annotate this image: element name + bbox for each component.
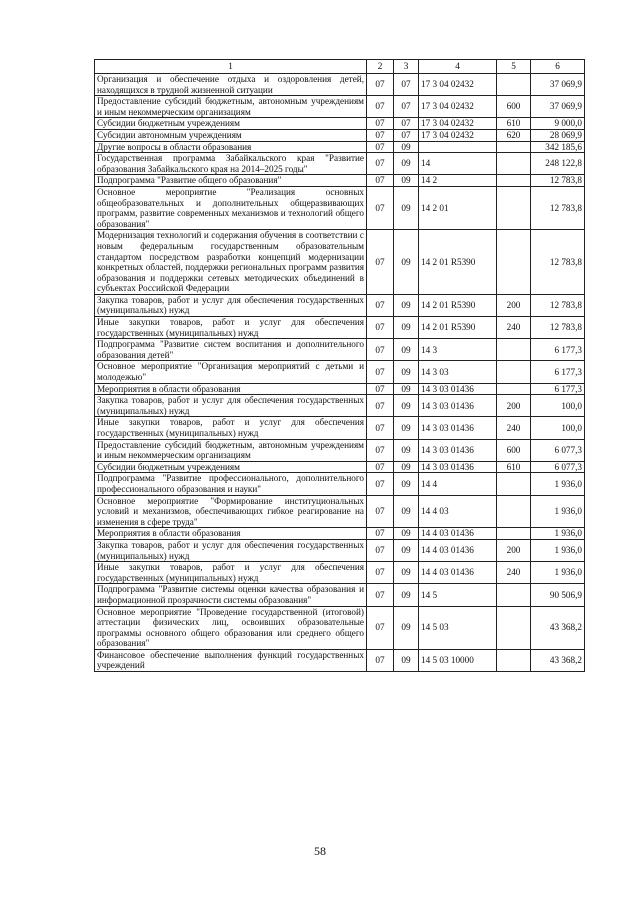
expense-type-code <box>497 74 531 96</box>
col-header: 3 <box>394 60 419 74</box>
item-name: Иные закупки товаров, работ и услуг для обеспечения государственных (муниципальных) нужд <box>95 317 367 339</box>
table-row <box>95 417 585 439</box>
table-row <box>95 649 585 671</box>
target-article-code: 14 4 03 <box>419 495 497 528</box>
expense-type-code <box>497 383 531 395</box>
budget-table <box>94 59 585 672</box>
table-row <box>95 606 585 649</box>
table-row <box>95 562 585 584</box>
amount: 6 177,3 <box>531 339 585 361</box>
header-row <box>95 60 585 74</box>
amount: 6 177,3 <box>531 361 585 383</box>
subsection-code: 07 <box>394 74 419 96</box>
expense-type-code <box>497 495 531 528</box>
subsection-code: 09 <box>394 562 419 584</box>
expense-type-code <box>497 649 531 671</box>
item-name: Подпрограмма "Развитие систем воспитания и дополнительного образования детей" <box>95 339 367 361</box>
item-name: Предоставление субсидий бюджетным, автономным учреждениям и иным некоммерческим организациям <box>95 96 367 118</box>
target-article-code: 14 3 03 01436 <box>419 461 497 473</box>
table-row <box>95 584 585 606</box>
subsection-code: 09 <box>394 417 419 439</box>
target-article-code: 14 3 <box>419 339 497 361</box>
amount: 1 936,0 <box>531 562 585 584</box>
target-article-code: 14 3 03 01436 <box>419 383 497 395</box>
table-row <box>95 175 585 187</box>
subsection-code: 09 <box>394 153 419 175</box>
section-code: 07 <box>367 339 394 361</box>
section-code: 07 <box>367 528 394 540</box>
target-article-code: 14 4 03 01436 <box>419 528 497 540</box>
subsection-code: 09 <box>394 584 419 606</box>
expense-type-code <box>497 175 531 187</box>
table-row <box>95 96 585 118</box>
target-article-code: 17 3 04 02432 <box>419 96 497 118</box>
amount: 9 000,0 <box>531 118 585 130</box>
section-code: 07 <box>367 96 394 118</box>
table-row <box>95 186 585 229</box>
page-number: 58 <box>314 844 326 858</box>
expense-type-code: 240 <box>497 417 531 439</box>
subsection-code: 07 <box>394 129 419 141</box>
subsection-code: 09 <box>394 495 419 528</box>
section-code: 07 <box>367 383 394 395</box>
section-code: 07 <box>367 606 394 649</box>
expense-type-code: 200 <box>497 294 531 316</box>
table-row <box>95 294 585 316</box>
expense-type-code: 610 <box>497 461 531 473</box>
subsection-code: 09 <box>394 539 419 561</box>
amount: 12 783,8 <box>531 186 585 229</box>
expense-type-code <box>497 584 531 606</box>
subsection-code: 09 <box>394 141 419 153</box>
table-row <box>95 461 585 473</box>
subsection-code: 09 <box>394 649 419 671</box>
section-code: 07 <box>367 539 394 561</box>
subsection-code: 09 <box>394 473 419 495</box>
item-name: Организация и обеспечение отдыха и оздоровления детей, находящихся в трудной жизненной ситуации <box>95 74 367 96</box>
section-code: 07 <box>367 584 394 606</box>
section-code: 07 <box>367 562 394 584</box>
amount: 1 936,0 <box>531 528 585 540</box>
amount: 100,0 <box>531 417 585 439</box>
item-name: Основное мероприятие "Формирование институциональных условий и механизмов, обеспечивающих гибкое реагирование на изменения в сфере труда" <box>95 495 367 528</box>
subsection-code: 09 <box>394 361 419 383</box>
section-code: 07 <box>367 473 394 495</box>
target-article-code: 14 <box>419 153 497 175</box>
subsection-code: 09 <box>394 186 419 229</box>
item-name: Модернизация технологий и содержания обучения в соответствии с новым федеральным государственным образовательным стандартом посредством разработки концепций модернизации конкретных областей, поддержки региональных программ развития образования и поддержки сетевых методических объединений в субъектах Российской Федерации <box>95 230 367 295</box>
target-article-code <box>419 141 497 153</box>
amount: 90 506,9 <box>531 584 585 606</box>
item-name: Государственная программа Забайкальского края "Развитие образования Забайкальского края на 2014–2025 годы" <box>95 153 367 175</box>
target-article-code: 14 2 01 R5390 <box>419 294 497 316</box>
target-article-code: 14 4 <box>419 473 497 495</box>
expense-type-code <box>497 186 531 229</box>
target-article-code: 14 3 03 <box>419 361 497 383</box>
amount: 100,0 <box>531 395 585 417</box>
section-code: 07 <box>367 129 394 141</box>
item-name: Мероприятия в области образования <box>95 528 367 540</box>
item-name: Иные закупки товаров, работ и услуг для обеспечения государственных (муниципальных) нужд <box>95 417 367 439</box>
item-name: Субсидии бюджетным учреждениям <box>95 118 367 130</box>
col-header: 4 <box>419 60 497 74</box>
amount: 12 783,8 <box>531 294 585 316</box>
table-row <box>95 395 585 417</box>
subsection-code: 09 <box>394 317 419 339</box>
section-code: 07 <box>367 294 394 316</box>
table-row <box>95 528 585 540</box>
item-name: Основное мероприятие "Организация мероприятий с детьми и молодежью" <box>95 361 367 383</box>
section-code: 07 <box>367 649 394 671</box>
item-name: Финансовое обеспечение выполнения функций государственных учреждений <box>95 649 367 671</box>
target-article-code: 14 3 03 01436 <box>419 417 497 439</box>
table-row <box>95 361 585 383</box>
target-article-code: 14 4 03 01436 <box>419 539 497 561</box>
item-name: Другие вопросы в области образования <box>95 141 367 153</box>
item-name: Иные закупки товаров, работ и услуг для обеспечения государственных (муниципальных) нужд <box>95 562 367 584</box>
item-name: Мероприятия в области образования <box>95 383 367 395</box>
amount: 43 368,2 <box>531 606 585 649</box>
section-code: 07 <box>367 461 394 473</box>
section-code: 07 <box>367 118 394 130</box>
table-row <box>95 129 585 141</box>
amount: 342 185,6 <box>531 141 585 153</box>
expense-type-code <box>497 153 531 175</box>
section-code: 07 <box>367 74 394 96</box>
amount: 37 069,9 <box>531 96 585 118</box>
item-name: Закупка товаров, работ и услуг для обеспечения государственных (муниципальных) нужд <box>95 395 367 417</box>
item-name: Основное мероприятие "Реализация основных общеобразовательных и дополнительных общеразвивающих программ, развитие современных механизмов и технологий общего образования" <box>95 186 367 229</box>
amount: 12 783,8 <box>531 317 585 339</box>
col-header: 1 <box>95 60 367 74</box>
section-code: 07 <box>367 417 394 439</box>
section-code: 07 <box>367 395 394 417</box>
table-row <box>95 339 585 361</box>
target-article-code: 14 2 01 R5390 <box>419 230 497 295</box>
section-code: 07 <box>367 230 394 295</box>
amount: 28 069,9 <box>531 129 585 141</box>
target-article-code: 14 2 <box>419 175 497 187</box>
item-name: Подпрограмма "Развитие системы оценки качества образования и информационной прозрачности системы образования" <box>95 584 367 606</box>
item-name: Подпрограмма "Развитие общего образования" <box>95 175 367 187</box>
target-article-code: 14 3 03 01436 <box>419 439 497 461</box>
table-row <box>95 141 585 153</box>
col-header: 5 <box>497 60 531 74</box>
expense-type-code: 620 <box>497 129 531 141</box>
subsection-code: 09 <box>394 395 419 417</box>
subsection-code: 07 <box>394 118 419 130</box>
expense-type-code <box>497 361 531 383</box>
table-row <box>95 153 585 175</box>
expense-type-code: 240 <box>497 317 531 339</box>
expense-type-code <box>497 230 531 295</box>
target-article-code: 17 3 04 02432 <box>419 118 497 130</box>
target-article-code: 17 3 04 02432 <box>419 74 497 96</box>
subsection-code: 09 <box>394 339 419 361</box>
subsection-code: 09 <box>394 294 419 316</box>
target-article-code: 14 5 03 <box>419 606 497 649</box>
target-article-code: 14 5 03 10000 <box>419 649 497 671</box>
amount: 248 122,8 <box>531 153 585 175</box>
expense-type-code: 240 <box>497 562 531 584</box>
target-article-code: 14 4 03 01436 <box>419 562 497 584</box>
subsection-code: 07 <box>394 96 419 118</box>
target-article-code: 14 5 <box>419 584 497 606</box>
amount: 43 368,2 <box>531 649 585 671</box>
table-row <box>95 317 585 339</box>
table-row <box>95 539 585 561</box>
expense-type-code <box>497 339 531 361</box>
table-row <box>95 495 585 528</box>
item-name: Предоставление субсидий бюджетным, автономным учреждениям и иным некоммерческим организациям <box>95 439 367 461</box>
item-name: Закупка товаров, работ и услуг для обеспечения государственных (муниципальных) нужд <box>95 539 367 561</box>
amount: 1 936,0 <box>531 473 585 495</box>
subsection-code: 09 <box>394 528 419 540</box>
item-name: Субсидии автономным учреждениям <box>95 129 367 141</box>
subsection-code: 09 <box>394 461 419 473</box>
target-article-code: 17 3 04 02432 <box>419 129 497 141</box>
expense-type-code: 200 <box>497 395 531 417</box>
amount: 6 177,3 <box>531 383 585 395</box>
section-code: 07 <box>367 317 394 339</box>
table-row <box>95 74 585 96</box>
section-code: 07 <box>367 361 394 383</box>
item-name: Основное мероприятие "Проведение государственной (итоговой) аттестации физических лиц, освоивших образовательные программы основного общего образования или среднего общего образования" <box>95 606 367 649</box>
table-row <box>95 439 585 461</box>
subsection-code: 09 <box>394 606 419 649</box>
section-code: 07 <box>367 186 394 229</box>
expense-type-code <box>497 141 531 153</box>
col-header: 6 <box>531 60 585 74</box>
item-name: Субсидии бюджетным учреждениям <box>95 461 367 473</box>
table-row <box>95 230 585 295</box>
section-code: 07 <box>367 175 394 187</box>
amount: 1 936,0 <box>531 495 585 528</box>
item-name: Закупка товаров, работ и услуг для обеспечения государственных (муниципальных) нужд <box>95 294 367 316</box>
table-row <box>95 383 585 395</box>
item-name: Подпрограмма "Развитие профессионального, дополнительного профессионального образования и науки" <box>95 473 367 495</box>
amount: 1 936,0 <box>531 539 585 561</box>
subsection-code: 09 <box>394 439 419 461</box>
amount: 12 783,8 <box>531 230 585 295</box>
table-row <box>95 473 585 495</box>
expense-type-code: 200 <box>497 539 531 561</box>
table-row <box>95 118 585 130</box>
amount: 6 077,3 <box>531 439 585 461</box>
target-article-code: 14 2 01 R5390 <box>419 317 497 339</box>
target-article-code: 14 3 03 01436 <box>419 395 497 417</box>
subsection-code: 09 <box>394 175 419 187</box>
amount: 12 783,8 <box>531 175 585 187</box>
expense-type-code: 600 <box>497 439 531 461</box>
section-code: 07 <box>367 141 394 153</box>
section-code: 07 <box>367 153 394 175</box>
expense-type-code <box>497 473 531 495</box>
expense-type-code: 600 <box>497 96 531 118</box>
col-header: 2 <box>367 60 394 74</box>
expense-type-code <box>497 528 531 540</box>
amount: 6 077,3 <box>531 461 585 473</box>
expense-type-code: 610 <box>497 118 531 130</box>
subsection-code: 09 <box>394 383 419 395</box>
amount: 37 069,9 <box>531 74 585 96</box>
subsection-code: 09 <box>394 230 419 295</box>
expense-type-code <box>497 606 531 649</box>
section-code: 07 <box>367 495 394 528</box>
target-article-code: 14 2 01 <box>419 186 497 229</box>
section-code: 07 <box>367 439 394 461</box>
